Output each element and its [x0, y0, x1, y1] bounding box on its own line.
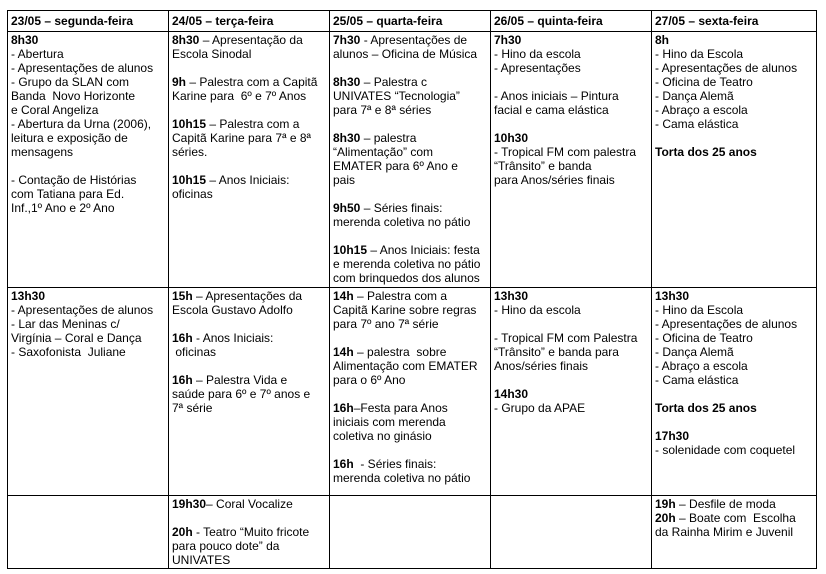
event-line	[655, 401, 813, 415]
event-line	[655, 117, 813, 131]
schedule-cell	[491, 32, 652, 288]
event-line	[172, 75, 326, 89]
event-line	[655, 145, 813, 159]
event-text: - Hino da escola	[494, 47, 581, 61]
event-text: Capitã Karine sobre regras	[333, 303, 477, 317]
event-line	[494, 131, 648, 145]
afternoon-row	[8, 288, 817, 496]
event-line	[494, 173, 648, 187]
event-text: “Trânsito” e banda para	[494, 345, 619, 359]
event-text: EMATER para 6º Ano e	[333, 159, 458, 173]
event-line	[494, 145, 648, 159]
event-text: – Anos Iniciais: festa	[367, 243, 480, 257]
event-line	[655, 511, 813, 525]
event-line	[11, 289, 165, 303]
schedule-cell	[169, 288, 330, 496]
event-text: – Palestra com a	[353, 289, 448, 303]
event-time: 10h15	[172, 117, 207, 131]
event-line	[172, 345, 326, 359]
event-line	[333, 229, 487, 243]
event-line	[494, 345, 648, 359]
schedule-cell	[652, 496, 817, 569]
event-text: - Abertura da Urna (2006),	[11, 117, 152, 131]
event-text: da Rainha Mirim e Juvenil	[655, 525, 794, 539]
event-text: saúde para 6º e 7º anos e	[172, 387, 311, 401]
event-line	[11, 317, 165, 331]
event-text: coletiva no ginásio	[333, 429, 432, 443]
event-text: Virgínia – Coral e Dança	[11, 331, 142, 345]
event-line	[11, 201, 165, 215]
event-text: - solenidade com coquetel	[655, 443, 796, 457]
event-line	[172, 289, 326, 303]
event-line	[655, 303, 813, 317]
event-line	[172, 331, 326, 345]
event-text: merenda coletiva no pátio	[333, 471, 471, 485]
event-text: - Abertura	[11, 47, 64, 61]
schedule-cell	[169, 496, 330, 569]
schedule-cell	[330, 288, 491, 496]
event-time: 8h30	[333, 75, 361, 89]
event-line	[172, 47, 326, 61]
event-text: - Grupo da SLAN com	[11, 75, 130, 89]
schedule-table	[7, 10, 817, 569]
event-line	[655, 525, 813, 539]
event-text: – Palestra Vida e	[192, 373, 288, 387]
event-time: 8h30	[333, 131, 361, 145]
event-line	[172, 539, 326, 553]
day-header: 23/05 – segunda-feira	[8, 11, 169, 32]
event-text: Banda Novo Horizonte	[11, 89, 136, 103]
event-line	[655, 415, 813, 429]
event-line	[333, 131, 487, 145]
event-line	[655, 373, 813, 387]
event-text: e merenda coletiva no pátio	[333, 257, 481, 271]
event-line	[172, 159, 326, 173]
event-time: 10h30	[494, 131, 529, 145]
event-line	[333, 443, 487, 457]
event-line	[333, 159, 487, 173]
event-line	[11, 117, 165, 131]
event-line	[494, 303, 648, 317]
event-line	[11, 75, 165, 89]
event-line	[333, 457, 487, 471]
event-text: - Hino da Escola	[655, 47, 744, 61]
event-line	[333, 345, 487, 359]
event-time: 16h	[333, 457, 354, 471]
event-line	[11, 187, 165, 201]
event-line	[333, 303, 487, 317]
event-text: – Palestra c	[360, 75, 428, 89]
event-text: - Dança Alemã	[655, 89, 734, 103]
event-line	[655, 331, 813, 345]
event-line	[494, 317, 648, 331]
event-line	[172, 89, 326, 103]
event-line	[655, 359, 813, 373]
event-line	[655, 443, 813, 457]
event-line	[494, 47, 648, 61]
event-line	[172, 373, 326, 387]
event-text: - Cama elástica	[655, 117, 739, 131]
event-line	[172, 303, 326, 317]
event-line	[333, 103, 487, 117]
event-line	[494, 331, 648, 345]
event-line	[494, 159, 648, 173]
event-line	[11, 61, 165, 75]
event-line	[333, 89, 487, 103]
event-line	[333, 145, 487, 159]
event-line	[333, 187, 487, 201]
event-line	[333, 243, 487, 257]
event-line	[333, 257, 487, 271]
event-time: 19h	[655, 497, 676, 511]
event-text: iniciais com merenda	[333, 415, 446, 429]
schedule-cell	[169, 32, 330, 288]
event-text: - Tropical FM com Palestra	[494, 331, 638, 345]
event-line	[11, 159, 165, 173]
event-line	[655, 131, 813, 145]
event-line	[655, 345, 813, 359]
event-line	[494, 33, 648, 47]
event-line	[333, 75, 487, 89]
event-text: - Anos iniciais – Pintura	[494, 89, 619, 103]
event-time: 7h30	[333, 33, 361, 47]
event-line	[172, 61, 326, 75]
event-text: – Boate com Escolha	[675, 511, 796, 525]
event-line	[333, 317, 487, 331]
event-line	[333, 271, 487, 285]
event-time: 7h30	[494, 33, 522, 47]
event-line	[11, 145, 165, 159]
event-time: 17h30	[655, 429, 690, 443]
schedule-cell	[330, 496, 491, 569]
event-line	[494, 401, 648, 415]
event-line	[11, 345, 165, 359]
event-line	[494, 117, 648, 131]
event-time: 15h	[172, 289, 193, 303]
event-line	[172, 117, 326, 131]
day-header: 24/05 – terça-feira	[169, 11, 330, 32]
event-time: 13h30	[11, 289, 46, 303]
event-text: facial e cama elástica	[494, 103, 609, 117]
event-time: 16h	[172, 373, 193, 387]
event-time: 13h30	[655, 289, 690, 303]
event-text: - Teatro “Muito fricote	[192, 525, 310, 539]
event-time: 10h15	[333, 243, 368, 257]
schedule-cell	[8, 32, 169, 288]
event-line	[655, 317, 813, 331]
event-line	[655, 75, 813, 89]
event-time: 20h	[172, 525, 193, 539]
event-line	[333, 373, 487, 387]
event-text: - Séries finais:	[353, 457, 437, 471]
event-line	[333, 331, 487, 345]
event-text: Inf.,1º Ano e 2º Ano	[11, 201, 115, 215]
event-line	[494, 387, 648, 401]
event-line	[11, 33, 165, 47]
event-line	[494, 89, 648, 103]
event-line	[11, 303, 165, 317]
event-text: - Apresentações de	[360, 33, 468, 47]
event-text: - Dança Alemã	[655, 345, 734, 359]
event-time: Torta dos 25 anos	[655, 145, 757, 159]
event-text: leitura e exposição de	[11, 131, 128, 145]
event-text: “Alimentação” com	[333, 145, 434, 159]
event-line	[655, 61, 813, 75]
event-line	[333, 471, 487, 485]
event-text: séries.	[172, 145, 208, 159]
event-time: 9h	[172, 75, 187, 89]
event-text: –Festa para Anos	[353, 401, 448, 415]
event-line	[655, 387, 813, 401]
event-text: – Coral Vocalize	[206, 497, 293, 511]
event-text: - Apresentações	[494, 61, 581, 75]
event-time: 14h	[333, 345, 354, 359]
schedule-cell	[491, 496, 652, 569]
schedule-cell	[652, 32, 817, 288]
event-text: – Apresentação da	[199, 33, 303, 47]
event-line	[172, 173, 326, 187]
day-header: 25/05 – quarta-feira	[330, 11, 491, 32]
event-line	[172, 525, 326, 539]
event-time: Torta dos 25 anos	[655, 401, 757, 415]
event-text: alunos – Oficina de Música	[333, 47, 478, 61]
event-line	[172, 317, 326, 331]
event-line	[172, 387, 326, 401]
event-text: Capitã Karine para 7ª e 8ª	[172, 131, 311, 145]
event-line	[333, 215, 487, 229]
event-text: – Séries finais:	[360, 201, 443, 215]
event-text: - Hino da Escola	[655, 303, 744, 317]
evening-row	[8, 496, 817, 569]
event-time: 16h	[333, 401, 354, 415]
event-text: – Anos Iniciais:	[206, 173, 290, 187]
event-text: UNIVATES	[172, 553, 231, 567]
event-line	[172, 359, 326, 373]
event-text: Escola Gustavo Adolfo	[172, 303, 293, 317]
event-text: - Apresentações de alunos	[655, 317, 798, 331]
event-time: 8h30	[172, 33, 200, 47]
event-line	[333, 117, 487, 131]
event-line	[333, 173, 487, 187]
event-line	[11, 131, 165, 145]
event-line	[172, 511, 326, 525]
event-time: 20h	[655, 511, 676, 525]
event-text: oficinas	[172, 187, 213, 201]
event-line	[172, 33, 326, 47]
event-text: com Tatiana para Ed.	[11, 187, 125, 201]
event-line	[655, 429, 813, 443]
event-text: - Saxofonista Juliane	[11, 345, 126, 359]
event-time: 8h30	[11, 33, 39, 47]
event-line	[11, 331, 165, 345]
event-line	[11, 103, 165, 117]
event-text: - Apresentações de alunos	[655, 61, 798, 75]
event-line	[172, 103, 326, 117]
event-text: – Desfile de moda	[675, 497, 776, 511]
event-text: - Abraço a escola	[655, 359, 748, 373]
event-line	[172, 131, 326, 145]
event-time: 14h30	[494, 387, 529, 401]
event-text: Karine para 6º e 7º Anos	[172, 89, 307, 103]
event-line	[11, 89, 165, 103]
event-text: - Hino da escola	[494, 303, 581, 317]
event-line	[333, 387, 487, 401]
event-time: 16h	[172, 331, 193, 345]
event-time: 10h15	[172, 173, 207, 187]
event-line	[172, 553, 326, 567]
event-time: 14h	[333, 289, 354, 303]
event-text: - Cama elástica	[655, 373, 739, 387]
schedule-cell	[330, 32, 491, 288]
event-text: merenda coletiva no pátio	[333, 215, 471, 229]
event-text: - Grupo da APAE	[494, 401, 586, 415]
schedule-cell	[8, 288, 169, 496]
event-time: 9h50	[333, 201, 361, 215]
event-time: 13h30	[494, 289, 529, 303]
schedule-cell	[8, 496, 169, 569]
event-text: mensagens	[11, 145, 74, 159]
header-row	[8, 11, 817, 32]
event-text: para 7º ano 7ª série	[333, 317, 439, 331]
event-line	[333, 47, 487, 61]
event-line	[494, 289, 648, 303]
morning-row	[8, 32, 817, 288]
event-line	[655, 497, 813, 511]
event-line	[11, 47, 165, 61]
event-text: para 7ª e 8ª séries	[333, 103, 432, 117]
event-line	[172, 187, 326, 201]
event-line	[333, 359, 487, 373]
schedule-cell	[491, 288, 652, 496]
event-line	[494, 61, 648, 75]
event-line	[333, 429, 487, 443]
event-text: – Apresentações da	[192, 289, 303, 303]
event-text: para Anos/séries finais	[494, 173, 615, 187]
event-line	[494, 75, 648, 89]
day-header: 27/05 – sexta-feira	[652, 11, 817, 32]
event-text: - Abraço a escola	[655, 103, 748, 117]
event-text: – Palestra com a	[206, 117, 300, 131]
event-text: - Lar das Meninas c/	[11, 317, 120, 331]
event-text: - Anos Iniciais:	[192, 331, 274, 345]
event-line	[333, 61, 487, 75]
event-text: para pouco dote” da	[172, 539, 280, 553]
event-text: – palestra	[360, 131, 417, 145]
event-line	[333, 201, 487, 215]
event-text: Alimentação com EMATER	[333, 359, 478, 373]
event-line	[333, 289, 487, 303]
event-line	[655, 47, 813, 61]
event-line	[11, 173, 165, 187]
event-line	[494, 359, 648, 373]
event-line	[655, 89, 813, 103]
event-text: - Tropical FM com palestra	[494, 145, 637, 159]
event-time: 8h	[655, 33, 670, 47]
event-text: UNIVATES “Tecnologia”	[333, 89, 460, 103]
event-text: oficinas	[172, 345, 217, 359]
event-line	[172, 401, 326, 415]
schedule-cell	[652, 288, 817, 496]
event-line	[655, 33, 813, 47]
event-line	[333, 401, 487, 415]
event-text: 7ª série	[172, 401, 213, 415]
event-text: - Contação de Histórias	[11, 173, 137, 187]
event-line	[172, 497, 326, 511]
event-line	[655, 103, 813, 117]
event-text: e Coral Angeliza	[11, 103, 99, 117]
event-line	[494, 373, 648, 387]
event-text: – Palestra com a Capitã	[186, 75, 318, 89]
event-text: Anos/séries finais	[494, 359, 589, 373]
event-text: - Apresentações de alunos	[11, 303, 154, 317]
event-text: - Apresentações de alunos	[11, 61, 154, 75]
event-line	[494, 103, 648, 117]
event-text: pais	[333, 173, 356, 187]
event-text: para o 6º Ano	[333, 373, 406, 387]
event-text: “Trânsito” e banda	[494, 159, 592, 173]
event-text: Escola Sinodal	[172, 47, 252, 61]
event-line	[333, 33, 487, 47]
event-text: – palestra sobre	[353, 345, 447, 359]
event-time: 19h30	[172, 497, 207, 511]
event-text: - Oficina de Teatro	[655, 331, 753, 345]
day-header: 26/05 – quinta-feira	[491, 11, 652, 32]
event-line	[172, 145, 326, 159]
event-text: - Oficina de Teatro	[655, 75, 753, 89]
event-line	[333, 415, 487, 429]
event-line	[655, 289, 813, 303]
event-text: com brinquedos dos alunos	[333, 271, 480, 285]
